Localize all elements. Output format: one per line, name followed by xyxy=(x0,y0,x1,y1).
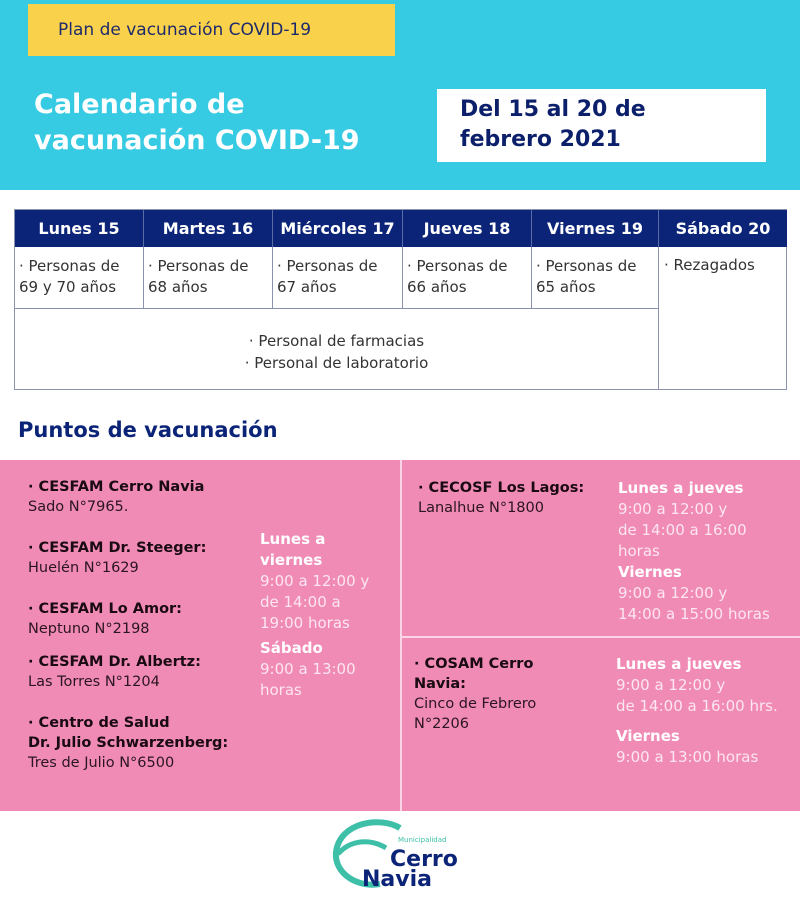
cosam-hours xyxy=(616,654,778,768)
hours-heading: Lunes a jueves xyxy=(616,655,742,673)
site-cesfam-cerro-navia xyxy=(28,477,204,517)
title-line-2: vacunación COVID-19 xyxy=(34,125,360,156)
divider xyxy=(402,636,800,638)
hours-heading: Sábado xyxy=(260,639,323,657)
cell-text: 66 años xyxy=(407,278,467,296)
site-name: · Centro de Salud xyxy=(28,715,170,731)
hours-heading: Viernes xyxy=(618,563,682,581)
site-centro-salud-schwarzenberg xyxy=(28,713,228,773)
site-name: · CESFAM Lo Amor: xyxy=(28,601,182,617)
site-name: · CESFAM Cerro Navia xyxy=(28,479,205,495)
hours-text: 9:00 a 13:00 horas xyxy=(616,748,759,766)
day-cell-sabado xyxy=(659,247,787,390)
municipalidad-logo xyxy=(330,818,470,890)
title-line-1: Calendario de xyxy=(34,89,245,120)
day-cell-jueves xyxy=(403,247,532,309)
day-cell-viernes xyxy=(532,247,659,309)
hours-text: horas xyxy=(618,542,660,560)
section-title: Puntos de vacunación xyxy=(18,418,278,442)
page-title xyxy=(34,87,360,159)
site-name: · CESFAM Dr. Steeger: xyxy=(28,540,207,556)
cecosf-hours xyxy=(618,478,770,625)
day-header-martes: Martes 16 xyxy=(144,210,273,247)
cesfam-hours xyxy=(260,529,369,701)
cell-text: · Personas de xyxy=(407,257,508,275)
hours-text: 9:00 a 13:00 xyxy=(260,660,356,678)
site-address: Tres de Julio N°6500 xyxy=(28,755,175,771)
cell-text: 65 años xyxy=(536,278,596,296)
hours-text: 9:00 a 12:00 y xyxy=(616,676,726,694)
hours-text: de 14:00 a 16:00 xyxy=(618,521,747,539)
site-name: · COSAM Cerro xyxy=(414,656,534,672)
hours-text: 9:00 a 12:00 y xyxy=(618,584,728,602)
cell-text: · Personal de farmacias xyxy=(248,332,425,350)
cell-text: · Personas de xyxy=(536,257,637,275)
hours-text: 14:00 a 15:00 horas xyxy=(618,605,770,623)
logo-line-1: Cerro xyxy=(390,847,458,872)
day-header-miercoles: Miércoles 17 xyxy=(273,210,403,247)
hours-heading: Viernes xyxy=(616,727,680,745)
day-header-lunes: Lunes 15 xyxy=(15,210,144,247)
common-groups-cell xyxy=(15,309,659,390)
day-header-jueves: Jueves 18 xyxy=(403,210,532,247)
logo-small-text: Municipalidad xyxy=(398,836,447,844)
date-line-2: febrero 2021 xyxy=(460,127,621,152)
cell-text: · Rezagados xyxy=(664,256,755,274)
site-address: Neptuno N°2198 xyxy=(28,621,150,637)
hours-text: 9:00 a 12:00 y xyxy=(260,572,370,590)
day-header-sabado: Sábado 20 xyxy=(659,210,787,247)
site-cesfam-steeger xyxy=(28,538,206,578)
site-cesfam-lo-amor xyxy=(28,599,182,639)
cell-text: · Personas de xyxy=(19,257,120,275)
day-cell-lunes xyxy=(15,247,144,309)
site-address: Lanalhue N°1800 xyxy=(418,500,544,516)
site-name: · CESFAM Dr. Albertz: xyxy=(28,654,201,670)
site-cesfam-albertz xyxy=(28,652,201,692)
day-header-viernes: Viernes 19 xyxy=(532,210,659,247)
cell-text: · Personas de xyxy=(148,257,249,275)
hours-heading: Lunes a jueves xyxy=(618,479,744,497)
hours-text: 9:00 a 12:00 y xyxy=(618,500,728,518)
logo-line-2: Navia xyxy=(362,867,432,890)
cell-text: · Personal de laboratorio xyxy=(244,354,429,372)
cell-text: 68 años xyxy=(148,278,208,296)
date-range-box xyxy=(437,89,766,162)
site-address: Las Torres N°1204 xyxy=(28,674,160,690)
plan-tag: Plan de vacunación COVID-19 xyxy=(28,4,395,56)
schedule-table xyxy=(14,209,787,390)
hours-text: de 14:00 a 16:00 hrs. xyxy=(616,697,778,715)
header-banner xyxy=(0,0,800,190)
site-name: Dr. Julio Schwarzenberg: xyxy=(28,735,229,751)
site-address: Cinco de Febrero xyxy=(414,696,537,712)
cell-text: · Personas de xyxy=(277,257,378,275)
hours-text: de 14:00 a xyxy=(260,593,341,611)
hours-text: 19:00 horas xyxy=(260,614,350,632)
site-cecosf-los-lagos xyxy=(418,478,584,518)
site-name: Navia: xyxy=(414,676,466,692)
cell-text: 67 años xyxy=(277,278,337,296)
cell-text: 69 y 70 años xyxy=(19,278,117,296)
logo-arc-icon xyxy=(330,818,470,890)
day-cell-miercoles xyxy=(273,247,403,309)
site-name: · CECOSF Los Lagos: xyxy=(418,480,585,496)
site-cosam-cerro-navia xyxy=(414,654,536,734)
date-line-1: Del 15 al 20 de xyxy=(460,97,646,122)
site-address: Sado N°7965. xyxy=(28,499,129,515)
site-address: Huelén N°1629 xyxy=(28,560,139,576)
hours-text: horas xyxy=(260,681,302,699)
hours-heading: viernes xyxy=(260,551,323,569)
day-cell-martes xyxy=(144,247,273,309)
hours-heading: Lunes a xyxy=(260,530,326,548)
site-address: N°2206 xyxy=(414,716,469,732)
